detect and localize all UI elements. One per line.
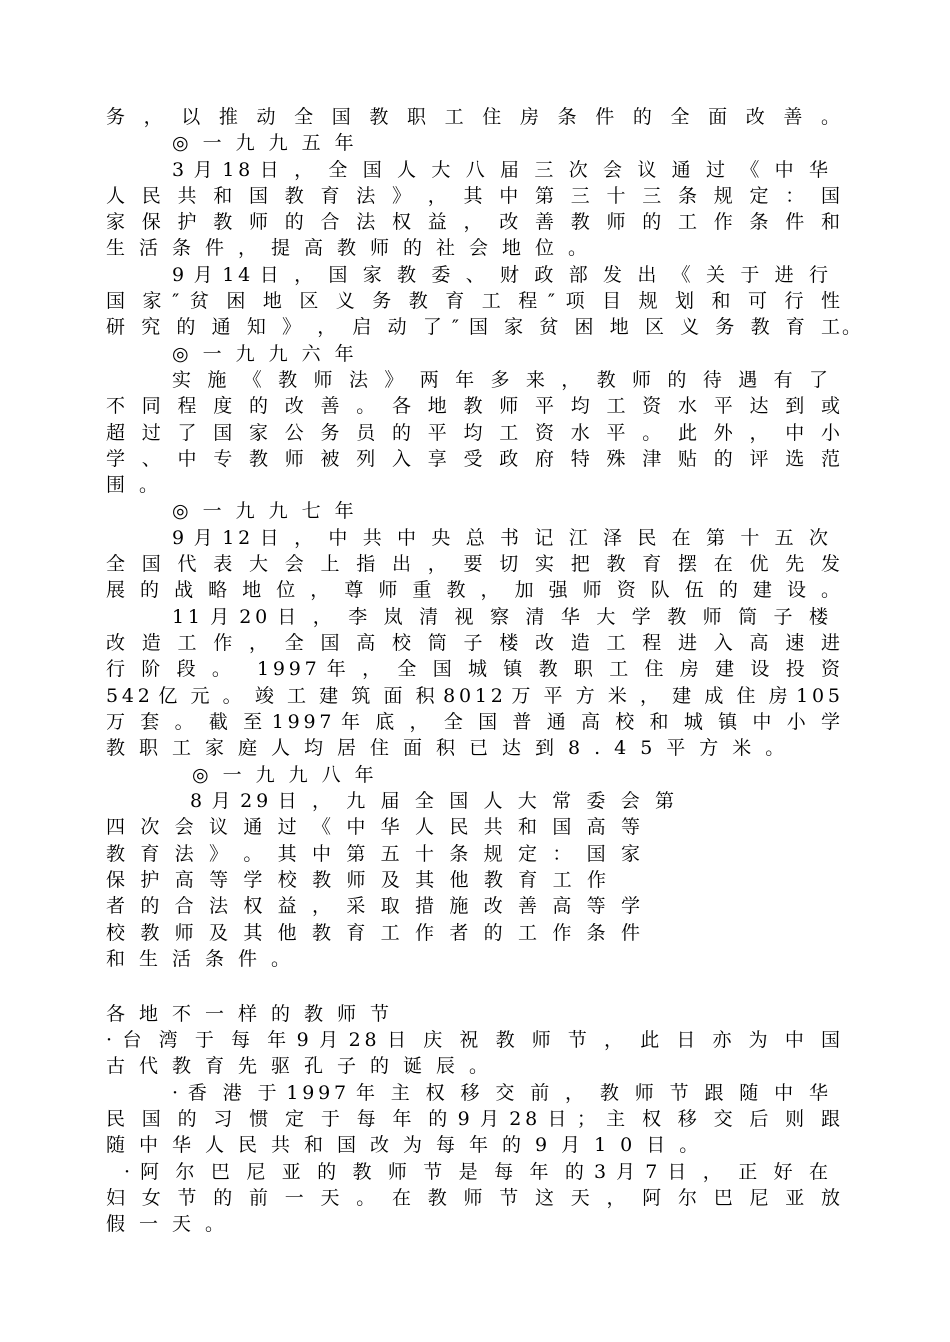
text-line: · 台 湾 于 每 年 9 月 2 8 日 庆 祝 教 师 节 ， 此 日 亦 为 中 国	[106, 1029, 840, 1051]
text-line: 学 、 中 专 教 师 被 列 入 享 受 政 府 特 殊 津 贴 的 评 选 范	[106, 448, 840, 470]
year-heading-1995: ◎一九九五年	[172, 132, 368, 154]
text-line: 假一天。	[106, 1213, 239, 1235]
text-line: 务 ， 以 推 动 全 国 教 职 工 住 房 条 件 的 全 面 改 善 。	[106, 106, 840, 128]
text-line: 保 护 高 等 学 校 教 师 及 其 他 教 育 工 作	[106, 869, 606, 891]
text-line: 8 月 2 9 日 ， 九 届 全 国 人 大 常 委 会 第	[190, 790, 674, 812]
text-line: 3 月 1 8 日 ， 全 国 人 大 八 届 三 次 会 议 通 过 《 中 华	[172, 159, 828, 181]
year-heading-1996: ◎一九九六年	[172, 343, 368, 365]
text-line: 教 育 法 》 。 其 中 第 五 十 条 规 定 ： 国 家	[106, 843, 640, 865]
text-line: 9 月 1 2 日 ， 中 共 中 央 总 书 记 江 泽 民 在 第 十 五 次	[172, 527, 828, 549]
text-line: 万 套 。 截 至 1 9 9 7 年 底 ， 全 国 普 通 高 校 和 城 镇 中 小 学	[106, 711, 840, 733]
text-line: 四 次 会 议 通 过 《 中 华 人 民 共 和 国 高 等	[106, 816, 640, 838]
text-line: 行 阶 段 。 1 9 9 7 年 ， 全 国 城 镇 教 职 工 住 房 建 设 投 资	[106, 658, 840, 680]
text-line: 研 究 的 通 知 》 ， 启 动 了 ″ 国 家 贫 困 地 区 义 务 教 育 工	[106, 316, 840, 338]
year-heading-1997: ◎一九九七年	[172, 500, 368, 522]
overflow-period: 。	[842, 316, 862, 338]
text-line: 国 家 ″ 贫 困 地 区 义 务 教 育 工 程 ″ 项 目 规 划 和 可 行 性	[106, 290, 840, 312]
text-line: 不 同 程 度 的 改 善 。 各 地 教 师 平 均 工 资 水 平 达 到 或	[106, 395, 840, 417]
text-line: 民 国 的 习 惯 定 于 每 年 的 9 月 2 8 日 ； 主 权 移 交 后 则 跟	[106, 1108, 840, 1130]
text-line: 随中华人民共和国改为每年的9月10日。	[106, 1134, 713, 1156]
text-line: 实 施 《 教 师 法 》 两 年 多 来 ， 教 师 的 待 遇 有 了	[172, 369, 828, 391]
text-line: 全 国 代 表 大 会 上 指 出 ， 要 切 实 把 教 育 摆 在 优 先 发	[106, 553, 840, 575]
text-line: 改 造 工 作 ， 全 国 高 校 筒 子 楼 改 造 工 程 进 入 高 速 进	[106, 632, 840, 654]
text-line: 古代教育先驱孔子的诞辰。	[106, 1055, 503, 1077]
year-heading-1998: ◎一九九八年	[192, 764, 388, 786]
text-line: · 阿 尔 巴 尼 亚 的 教 师 节 是 每 年 的 3 月 7 日 ， 正 好 在	[124, 1161, 828, 1183]
text-line: 妇 女 节 的 前 一 天 。 在 教 师 节 这 天 ， 阿 尔 巴 尼 亚 放	[106, 1187, 840, 1209]
text-line: 生活条件，提高教师的社会地位。	[106, 237, 602, 259]
text-line: 展 的 战 略 地 位 ， 尊 师 重 教 ， 加 强 师 资 队 伍 的 建 设 。	[106, 579, 840, 601]
text-line: 超 过 了 国 家 公 务 员 的 平 均 工 资 水 平 。 此 外 ， 中 小	[106, 422, 840, 444]
text-line: 人 民 共 和 国 教 育 法 》 ， 其 中 第 三 十 三 条 规 定 ： 国	[106, 185, 840, 207]
text-line: 1 1 月 2 0 日 ， 李 岚 清 视 察 清 华 大 学 教 师 筒 子 楼	[172, 606, 828, 628]
text-line: · 香 港 于 1 9 9 7 年 主 权 移 交 前 ， 教 师 节 跟 随 中 华	[172, 1082, 828, 1104]
text-line: 校 教 师 及 其 他 教 育 工 作 者 的 工 作 条 件	[106, 922, 640, 944]
text-line: 和生活条件。	[106, 948, 305, 970]
section-heading: 各地不一样的教师节	[106, 1003, 404, 1025]
text-line: 5 4 2 亿 元 。 竣 工 建 筑 面 积 8 0 1 2 万 平 方 米 ， 建 成 住 房 1 0 5	[106, 685, 840, 707]
text-line: 教职工家庭人均居住面积已达到8.45平方米。	[106, 737, 799, 759]
text-line: 围。	[106, 474, 173, 496]
text-line: 者 的 合 法 权 益 ， 采 取 措 施 改 善 高 等 学	[106, 895, 640, 917]
text-line: 家 保 护 教 师 的 合 法 权 益 ， 改 善 教 师 的 工 作 条 件 和	[106, 211, 840, 233]
text-line: 9 月 1 4 日 ， 国 家 教 委 、 财 政 部 发 出 《 关 于 进 行	[172, 264, 828, 286]
